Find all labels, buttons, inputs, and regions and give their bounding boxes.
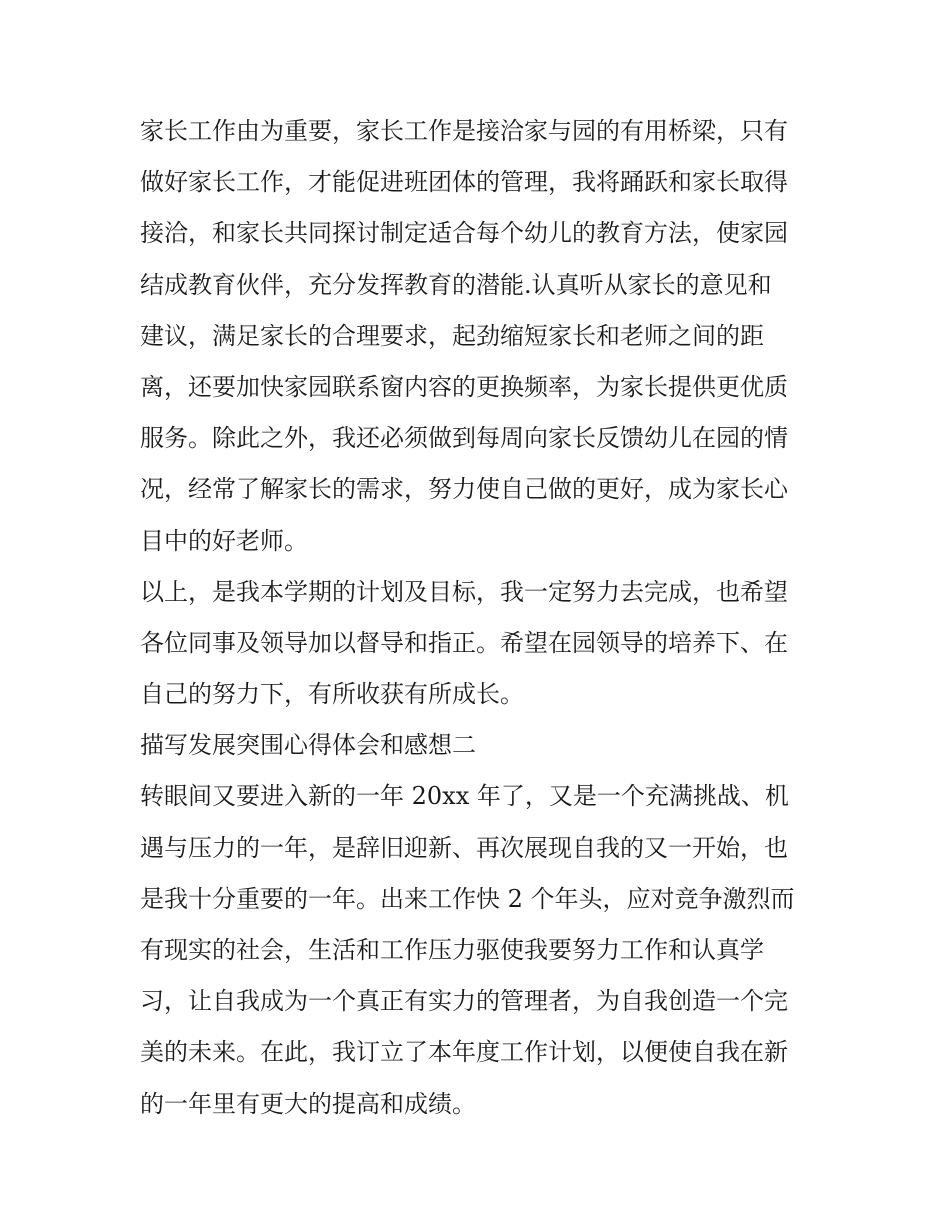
paragraph-line: 服务。除此之外，我还必须做到每周向家长反馈幼儿在园的情: [140, 424, 788, 453]
paragraph-line: 接洽，和家长共同探讨制定适合每个幼儿的教育方法，使家园: [140, 219, 788, 248]
paragraph-line: 遇与压力的一年，是辞旧迎新、再次展现自我的又一开始，也: [140, 833, 788, 862]
paragraph-line: 离，还要加快家园联系窗内容的更换频率，为家长提供更优质: [140, 372, 788, 401]
paragraph-line: 是我十分重要的一年。出来工作快 2 个年头，应对竞争激烈而: [140, 884, 795, 913]
paragraph-line: 各位同事及领导加以督导和指正。希望在园领导的培养下、在: [140, 628, 788, 657]
paragraph-line: 况，经常了解家长的需求，努力使自己做的更好，成为家长心: [140, 475, 788, 504]
section-heading: 描写发展突围心得体会和感想二: [140, 731, 476, 760]
paragraph-line: 结成教育伙伴，充分发挥教育的潜能.认真听从家长的意见和: [140, 270, 772, 299]
paragraph-line: 的一年里有更大的提高和成绩。: [140, 1089, 476, 1118]
paragraph-line: 转眼间又要进入新的一年 20xx 年了，又是一个充满挑战、机: [140, 782, 789, 811]
document-body: [140, 106, 820, 1130]
paragraph-line: 目中的好老师。: [140, 526, 308, 555]
paragraph-line: 以上，是我本学期的计划及目标，我一定努力去完成，也希望: [140, 577, 788, 606]
paragraph-line: 有现实的社会，生活和工作压力驱使我要努力工作和认真学: [140, 936, 764, 964]
paragraph-line: 做好家长工作，才能促进班团体的管理，我将踊跃和家长取得: [140, 168, 788, 197]
paragraph-line: 自己的努力下，有所收获有所成长。: [140, 680, 524, 709]
paragraph-line: 建议，满足家长的合理要求，起劲缩短家长和老师之间的距: [140, 321, 764, 350]
paragraph-line: 家长工作由为重要，家长工作是接洽家与园的有用桥梁，只有: [140, 117, 788, 145]
paragraph-line: 美的未来。在此，我订立了本年度工作计划，以便使自我在新: [140, 1038, 788, 1067]
paragraph-line: 习，让自我成为一个真正有实力的管理者，为自我创造一个完: [140, 987, 788, 1016]
